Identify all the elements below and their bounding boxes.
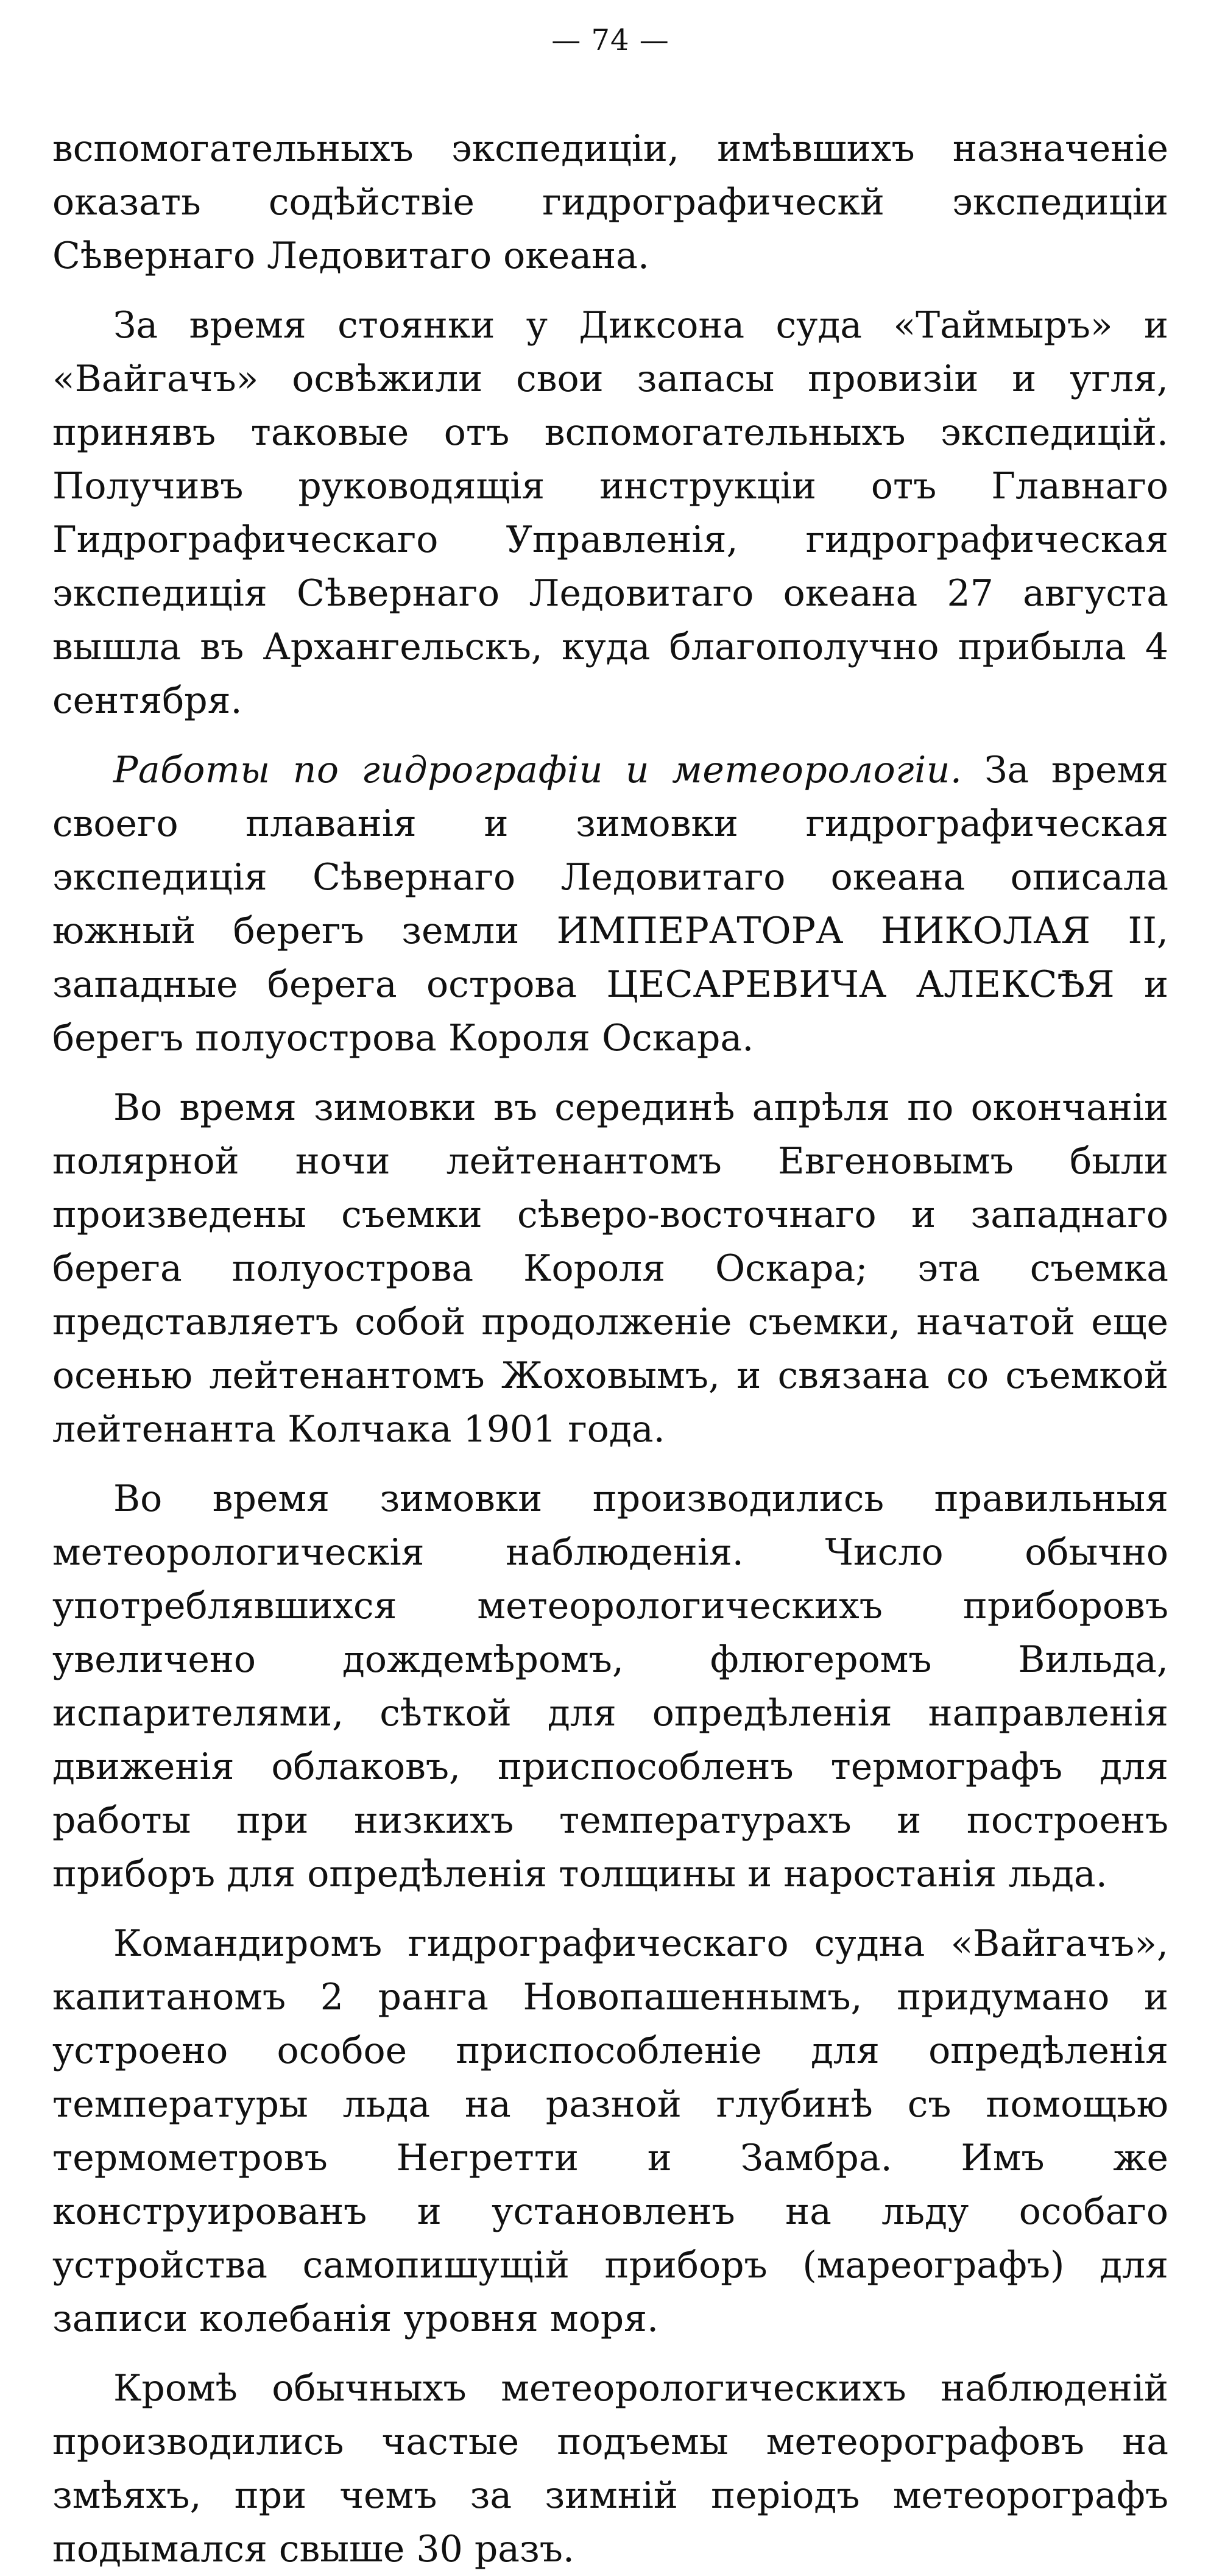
paragraph-kite-ascents: [52, 2362, 1168, 2576]
section-heading: Работы по гидрографіи и метеорологіи.: [113, 749, 962, 791]
paragraph-text: Командиромъ гидрографическаго судна «Вайгачъ», капитаномъ 2 ранга Новопашеннымъ, придумано и устроено особое приспособленіе для опредѣленія температуры льда на разной глубинѣ съ помощью термометровъ Негретти и Замбра. Имъ же конструированъ и установленъ на льду особаго устройства самопишущій приборъ (мареографъ) для записи колебанія уровня моря.: [52, 1922, 1168, 2340]
paragraph-text: Во время зимовки производились правильныя метеорологическія наблюденія. Число обычно употреблявшихся метеорологическихъ приборовъ увеличено дождемѣромъ, флюгеромъ Вильда, испарителями, сѣткой для опредѣленія направленія движенія облаковъ, приспособленъ термографъ для работы при низкихъ температурахъ и построенъ приборъ для опредѣленія толщины и наростанія льда.: [52, 1477, 1168, 1895]
paragraph-text: За время своего плаванія и зимовки гидрографическая экспедиція Сѣвернаго Ледовитаго океана описала южный берегъ земли ИМПЕРАТОРА НИКОЛАЯ II, западные берега острова ЦЕСАРЕВИЧА АЛЕКСѢЯ и берегъ полуострова Короля Оскара.: [52, 749, 1168, 1060]
paragraph-continuation: [52, 122, 1168, 283]
paragraph-hydrography-works: [52, 743, 1168, 1065]
paragraph-winter-surveys: [52, 1081, 1168, 1456]
paragraph-dixon-stop: [52, 299, 1168, 727]
paragraph-text: За время стоянки у Диксона суда «Таймыръ» и «Вайгачъ» освѣжили свои запасы провизіи и угля, принявъ таковые отъ вспомогательныхъ экспедицій. Получивъ руководящія инструкціи отъ Главнаго Гидрографическаго Управленія, гидрографическая экспедиція Сѣвернаго Ледовитаго океана 27 августа вышла въ Архангельскъ, куда благополучно прибыла 4 сентября.: [52, 304, 1168, 722]
paragraph-text: Кромѣ обычныхъ метеорологическихъ наблюденій производились частые подъемы метеорографовъ на змѣяхъ, при чемъ за зимній періодъ метеорографъ подымался свыше 30 разъ.: [52, 2367, 1168, 2571]
paragraph-text: Во время зимовки въ серединѣ апрѣля по окончаніи полярной ночи лейтенантомъ Евгеновымъ были произведены съемки сѣверо-восточнаго и западнаго берега полуострова Короля Оскара; эта съемка представляетъ собой продолженіе съемки, начатой еще осенью лейтенантомъ Жоховымъ, и связана со съемкой лейтенанта Колчака 1901 года.: [52, 1086, 1168, 1451]
paragraph-text: вспомогательныхъ экспедиціи, имѣвшихъ назначеніе оказать содѣйствіе гидрографическй экспедиціи Сѣвернаго Ледовитаго океана.: [52, 127, 1168, 277]
paragraph-meteorological-observations: [52, 1472, 1168, 1901]
page-number: — 74 —: [551, 23, 669, 57]
paragraph-vaygach-commander: [52, 1917, 1168, 2346]
